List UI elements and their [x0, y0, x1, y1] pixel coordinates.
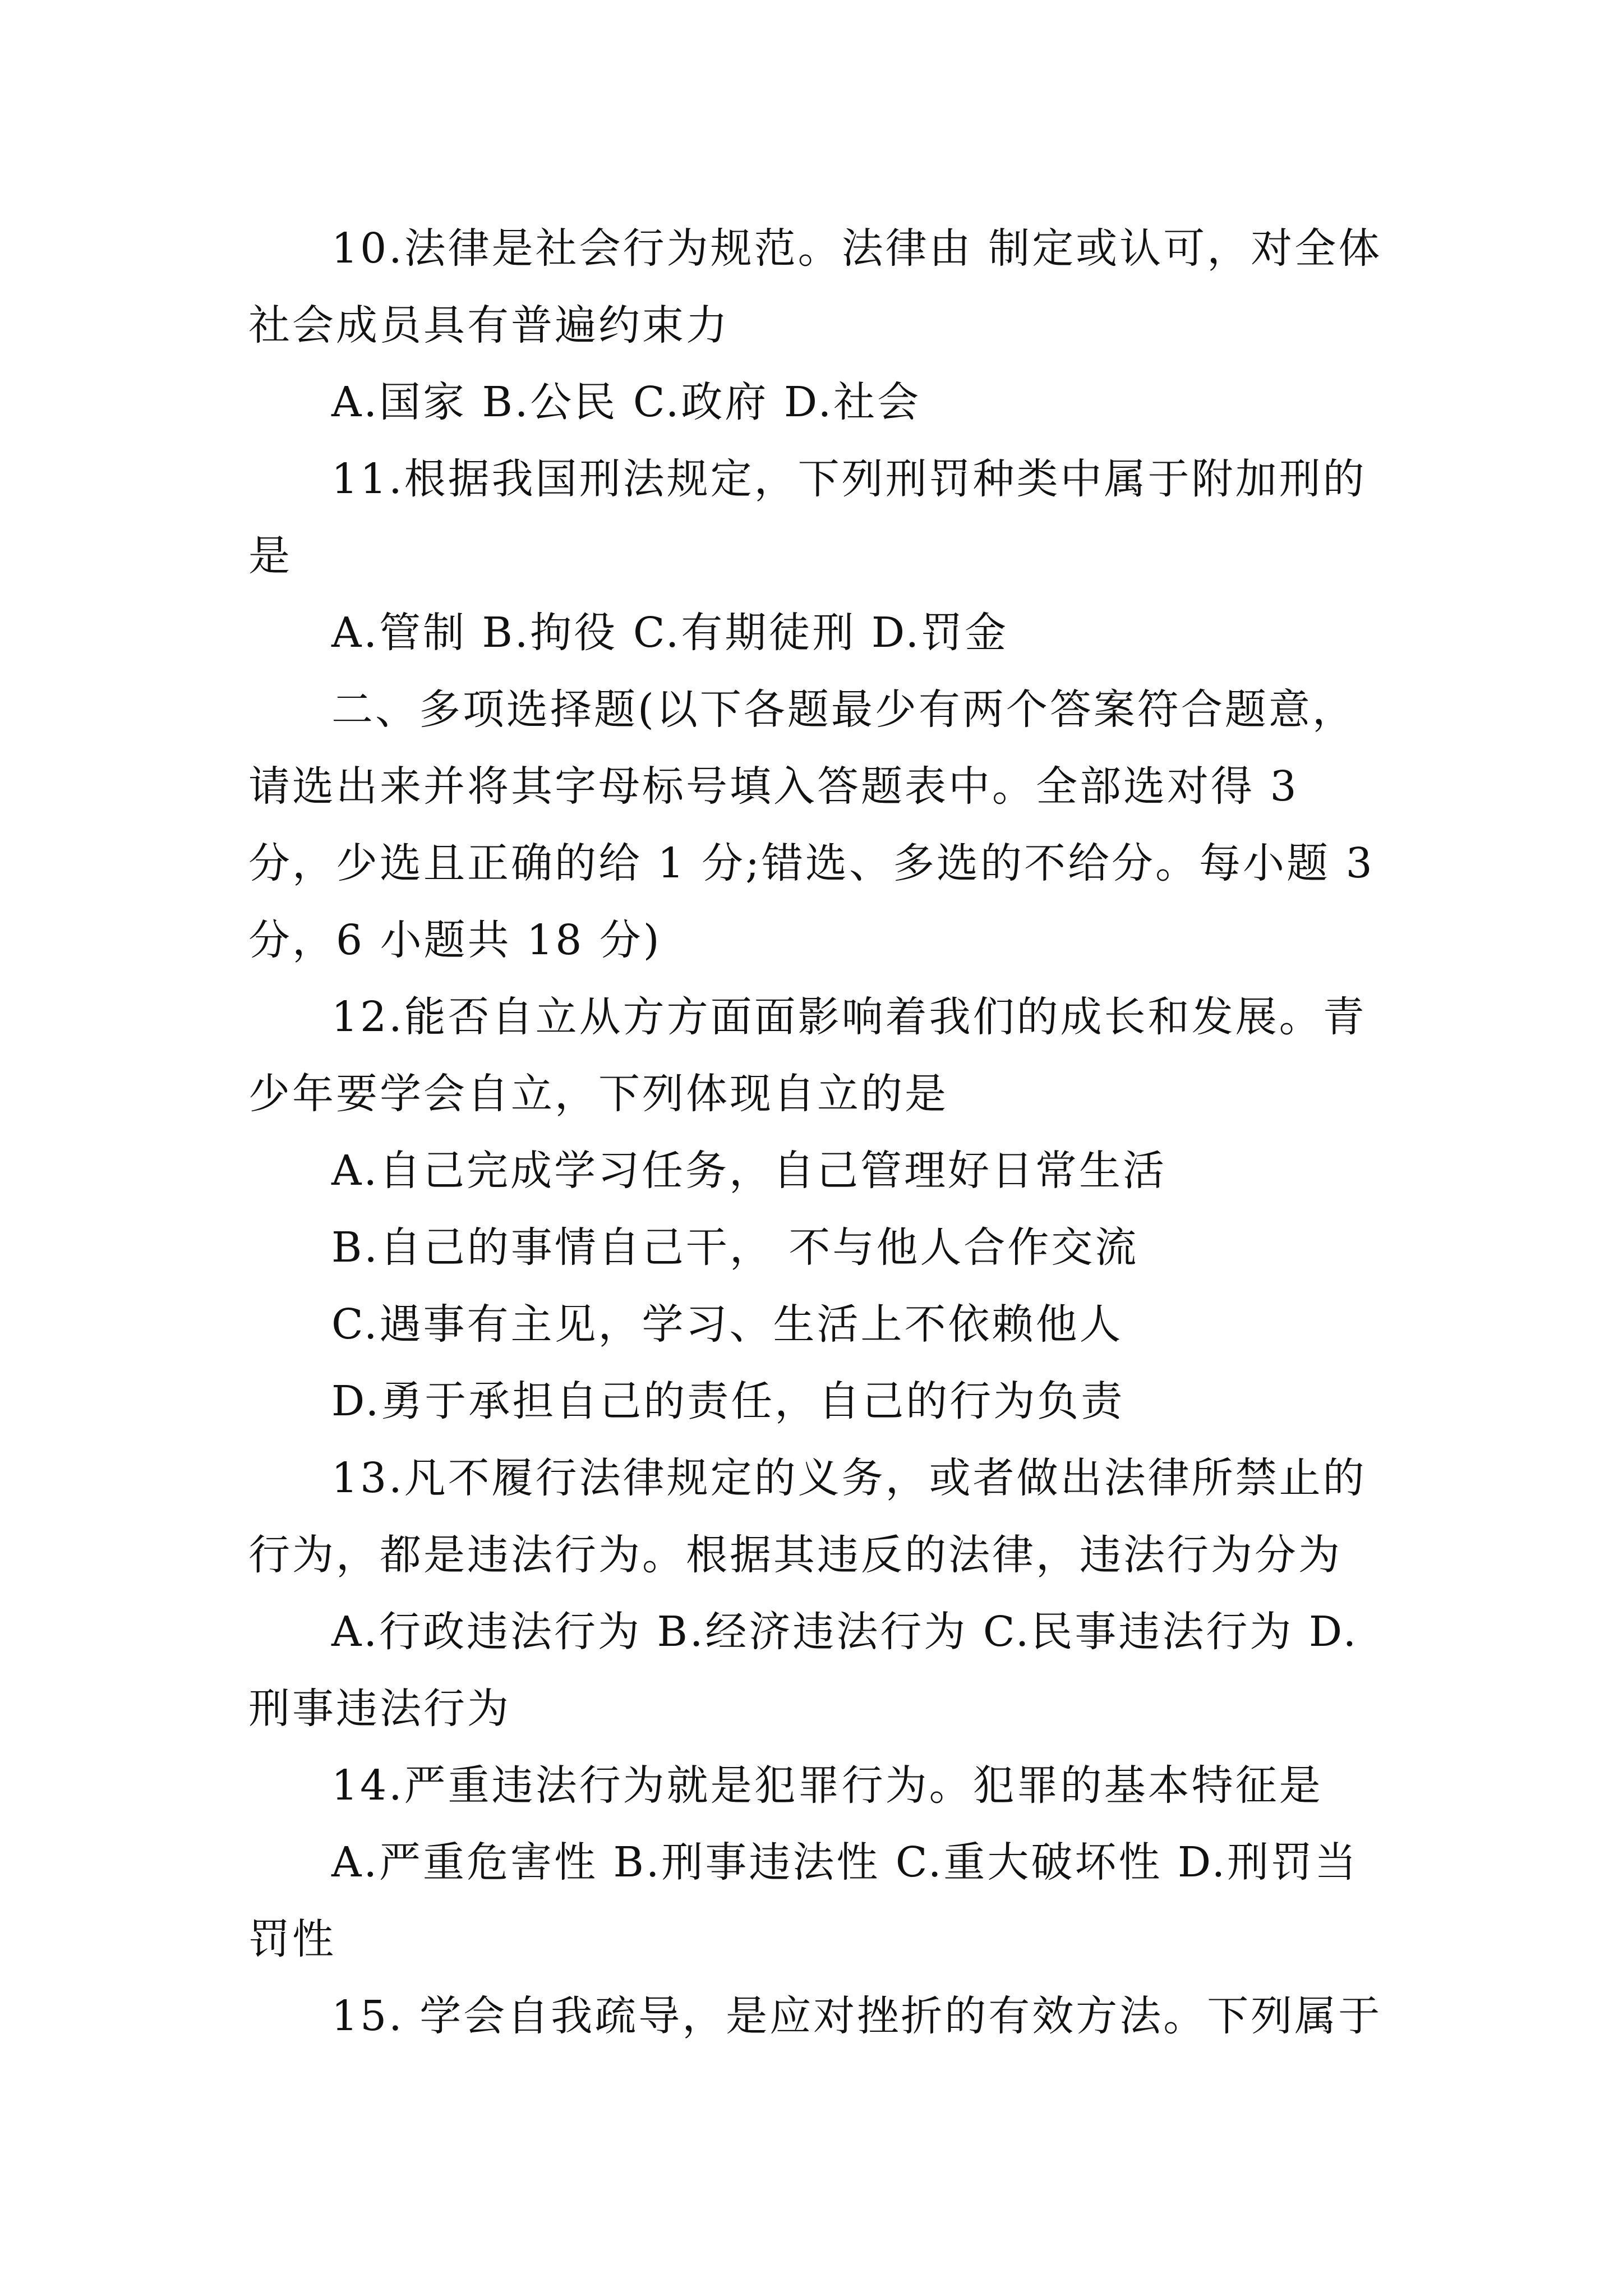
question-13-options: A.行政违法行为 B.经济违法行为 C.民事违法行为 D.刑事违法行为: [248, 1608, 1359, 1733]
section-heading-multiple-choice: 二、多项选择题(以下各题最少有两个答案符合题意，请选出来并将其字母标号填入答题表中。全部选对得 3 分，少选且正确的给 1 分;错选、多选的不给分。每小题 3 分，6 小题共 18 分): [248, 685, 1375, 964]
question-12-option-d: D.勇于承担自己的责任，自己的行为负责: [331, 1377, 1125, 1425]
document-body: [248, 210, 1387, 2055]
question-14-stem: 14.严重违法行为就是犯罪行为。犯罪的基本特征是: [331, 1761, 1323, 1810]
question-11-options: A.管制 B.拘役 C.有期徒刑 D.罚金: [331, 609, 1009, 657]
question-10-options: A.国家 B.公民 C.政府 D.社会: [331, 378, 921, 426]
question-12-option-b: B.自己的事情自己干， 不与他人合作交流: [331, 1223, 1139, 1272]
question-10-stem: 10.法律是社会行为规范。法律由 制定或认可，对全体社会成员具有普遍约束力: [248, 224, 1382, 349]
question-11-stem: 11.根据我国刑法规定，下列刑罚种类中属于附加刑的是: [248, 455, 1367, 580]
question-15-stem: 15. 学会自我疏导，是应对挫折的有效方法。下列属于: [331, 1992, 1382, 2040]
question-12-option-c: C.遇事有主见，学习、生活上不依赖他人: [331, 1300, 1123, 1349]
question-14-options: A.严重危害性 B.刑事违法性 C.重大破坏性 D.刑罚当罚性: [248, 1838, 1359, 1963]
question-12-stem: 12.能否自立从方方面面影响着我们的成长和发展。青少年要学会自立，下列体现自立的是: [248, 993, 1367, 1118]
question-13-stem: 13.凡不履行法律规定的义务，或者做出法律所禁止的行为，都是违法行为。根据其违反的法律，违法行为分为: [248, 1454, 1367, 1579]
question-12-option-a: A.自己完成学习任务，自己管理好日常生活: [331, 1147, 1166, 1195]
